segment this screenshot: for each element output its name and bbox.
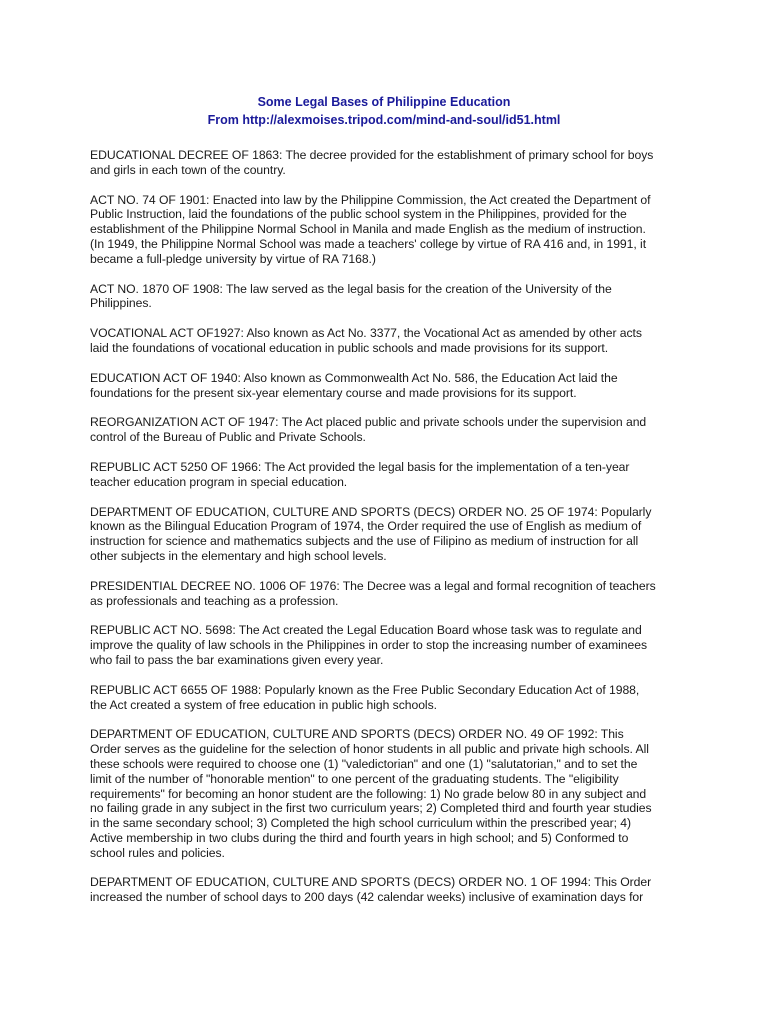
paragraph-pd-1006-1976: PRESIDENTIAL DECREE NO. 1006 OF 1976: The Decree was a legal and formal recognition of teachers as professionals and teaching as a profession. bbox=[90, 578, 656, 608]
paragraph-decs-order-49-1992: DEPARTMENT OF EDUCATION, CULTURE AND SPORTS (DECS) ORDER NO. 49 OF 1992: This Order serves as the guideline for the selection of honor students in all public and private high schools. All these schools were required to choose one (1) "valedictorian" and one (1) "salutatorian," and to set the limit of the number of "honorable mention" to one percent of the graduating students. The "eligibility requirements" for becoming an honor student are the following: 1) No grade below 80 in any subject and no failing grade in any subject in the first two curriculum years; 2) Completed third and fourth year studies in the same secondary school; 3) Completed the high school curriculum within the prescribed year; 4) Active membership in two clubs during the third and fourth years in high school; and 5) Conformed to school rules and policies. bbox=[90, 727, 652, 860]
document-title: Some Legal Bases of Philippine Education bbox=[257, 95, 511, 109]
paragraph-ra-5698: REPUBLIC ACT NO. 5698: The Act created the Legal Education Board whose task was to regulate and improve the quality of law schools in the Philippines in order to stop the increasing number of examinees who fail to pass the bar examinations given every year. bbox=[90, 623, 648, 667]
paragraph-ra-5250-1966: REPUBLIC ACT 5250 OF 1966: The Act provided the legal basis for the implementation of a ten-year teacher education program in special education. bbox=[90, 459, 630, 489]
document-body bbox=[90, 148, 685, 920]
paragraph-decs-order-1-1994: DEPARTMENT OF EDUCATION, CULTURE AND SPORTS (DECS) ORDER NO. 1 OF 1994: This Order increased the number of school days to 200 days (42 calendar weeks) inclusive of examination days for bbox=[90, 875, 652, 905]
paragraph-reorganization-act-1947: REORGANIZATION ACT OF 1947: The Act placed public and private schools under the supervision and control of the Bureau of Public and Private Schools. bbox=[90, 415, 647, 445]
paragraph-decs-order-25-1974: DEPARTMENT OF EDUCATION, CULTURE AND SPORTS (DECS) ORDER NO. 25 OF 1974: Popularly known as the Bilingual Education Program of 1974, the Order required the use of English as medium of instruction for science and mathematics subjects and the use of Filipino as medium of instruction for all other subjects in the elementary and high school levels. bbox=[90, 504, 652, 563]
paragraph-education-act-1940: EDUCATION ACT OF 1940: Also known as Commonwealth Act No. 586, the Education Act laid the foundations for the present six-year elementary course and made provisions for its support. bbox=[90, 370, 618, 400]
document-header bbox=[0, 93, 768, 129]
paragraph-act-1870-1908: ACT NO. 1870 OF 1908: The law served as the legal basis for the creation of the University of the Philippines. bbox=[90, 281, 612, 311]
paragraph-vocational-act-1927: VOCATIONAL ACT OF1927: Also known as Act No. 3377, the Vocational Act as amended by other acts laid the foundations of vocational education in public schools and made provisions for its support. bbox=[90, 326, 642, 355]
paragraph-act-74-1901: ACT NO. 74 OF 1901: Enacted into law by the Philippine Commission, the Act created the Department of Public Instruction, laid the foundations of the public school system in the Philippines, provided for the establishment of the Philippine Normal School in Manila and made English as the medium of instruction. (In 1949, the Philippine Normal School was made a teachers' college by virtue of RA 416 and, in 1991, it became a full-pledge university by virtue of RA 7168.) bbox=[90, 192, 651, 266]
paragraph-educational-decree-1863: EDUCATIONAL DECREE OF 1863: The decree provided for the establishment of primary school for boys and girls in each town of the country. bbox=[90, 148, 654, 177]
source-url: From http://alexmoises.tripod.com/mind-and-soul/id51.html bbox=[207, 113, 561, 127]
paragraph-ra-6655-1988: REPUBLIC ACT 6655 OF 1988: Popularly known as the Free Public Secondary Education Act of 1988, the Act created a system of free education in public high schools. bbox=[90, 682, 640, 712]
